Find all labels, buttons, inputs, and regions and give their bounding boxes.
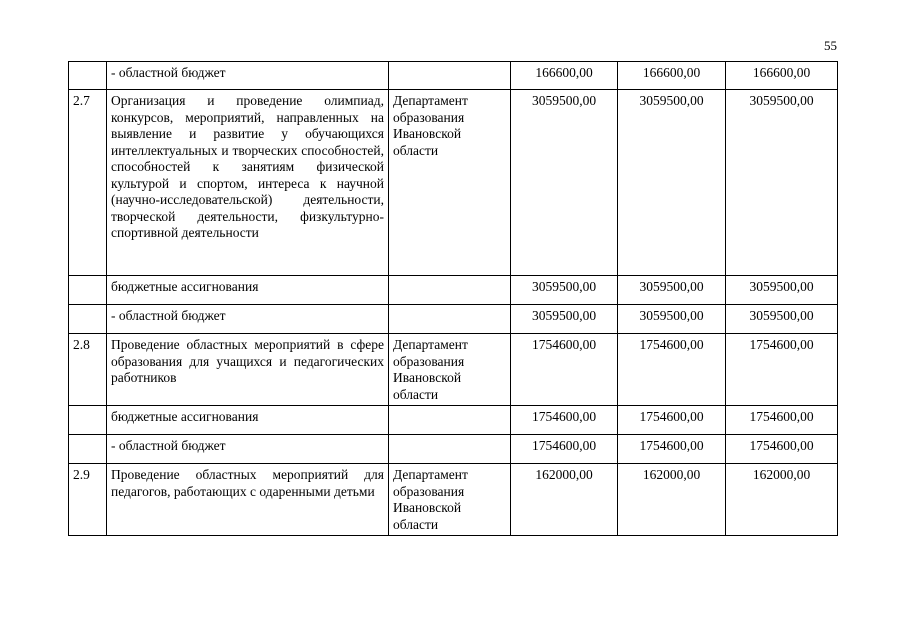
row-number: 2.8 [69,334,107,406]
row-value-2: 3059500,00 [618,90,726,276]
row-number [69,276,107,305]
row-executor [389,276,511,305]
row-value-2: 3059500,00 [618,276,726,305]
row-value-3: 3059500,00 [726,276,838,305]
row-value-1: 162000,00 [511,464,618,536]
row-value-2: 1754600,00 [618,435,726,464]
table-row [69,435,838,464]
table-row [69,90,838,276]
row-executor [389,435,511,464]
row-value-1: 1754600,00 [511,406,618,435]
table-row [69,334,838,406]
row-executor [389,62,511,90]
row-number [69,406,107,435]
row-value-3: 166600,00 [726,62,838,90]
row-value-1: 1754600,00 [511,334,618,406]
row-value-3: 3059500,00 [726,305,838,334]
row-value-2: 3059500,00 [618,305,726,334]
row-executor: Департамент образования Ивановской области [389,90,511,276]
row-value-3: 1754600,00 [726,406,838,435]
row-number [69,62,107,90]
row-value-1: 3059500,00 [511,276,618,305]
row-name: - областной бюджет [107,305,389,334]
table-row [69,276,838,305]
row-value-2: 1754600,00 [618,406,726,435]
table-row [69,464,838,536]
row-value-3: 1754600,00 [726,435,838,464]
row-name: Проведение областных мероприятий для педагогов, работающих с одаренными детьми [107,464,389,536]
row-number: 2.7 [69,90,107,276]
row-value-1: 1754600,00 [511,435,618,464]
row-value-1: 3059500,00 [511,90,618,276]
table-row [69,305,838,334]
row-number: 2.9 [69,464,107,536]
row-name: Организация и проведение олимпиад, конкурсов, мероприятий, направленных на выявление и развитие у обучающихся интеллектуальных и творческих способностей, способностей к занятиям физической культурой и спортом, интереса к научной (научно-исследовательской) деятельности, творческой деятельности, физкультурно-спортивной деятельности [107,90,389,276]
row-value-3: 162000,00 [726,464,838,536]
page-number: 55 [824,38,837,53]
row-name: - областной бюджет [107,62,389,90]
row-value-2: 1754600,00 [618,334,726,406]
row-number [69,305,107,334]
row-name: бюджетные ассигнования [107,276,389,305]
row-value-3: 3059500,00 [726,90,838,276]
row-name: - областной бюджет [107,435,389,464]
table-row [69,62,838,90]
row-value-3: 1754600,00 [726,334,838,406]
row-executor: Департамент образования Ивановской области [389,464,511,536]
row-name: бюджетные ассигнования [107,406,389,435]
table-row [69,406,838,435]
row-value-2: 166600,00 [618,62,726,90]
row-number [69,435,107,464]
row-value-1: 166600,00 [511,62,618,90]
row-executor: Департамент образования Ивановской области [389,334,511,406]
row-name: Проведение областных мероприятий в сфере образования для учащихся и педагогических работников [107,334,389,406]
budget-table [68,61,838,536]
row-value-2: 162000,00 [618,464,726,536]
row-executor [389,305,511,334]
row-value-1: 3059500,00 [511,305,618,334]
row-executor [389,406,511,435]
